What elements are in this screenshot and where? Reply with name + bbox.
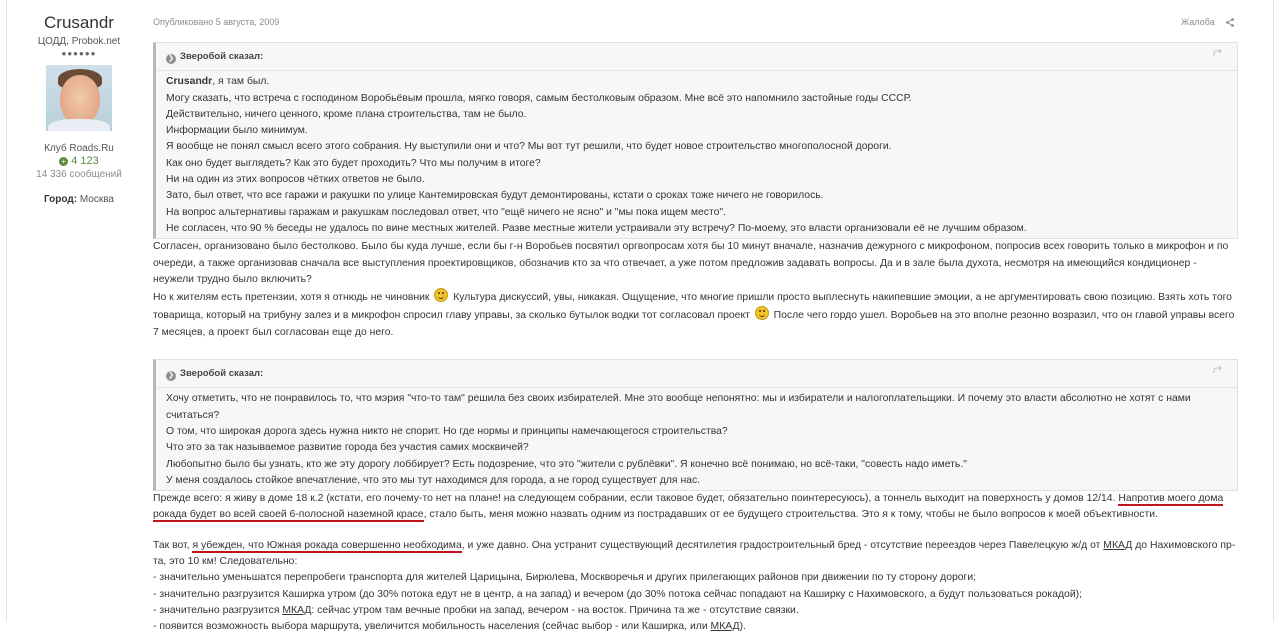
city-label: Город:	[44, 194, 78, 205]
quote-line: Как оно будет выглядеть? Как это будет проходить? Что мы получим в итоге?	[166, 157, 541, 169]
reply-text: - появится возможность выбора маршрута, увеличится мобильность населения (сейчас выбор - или Каширка, или	[153, 621, 708, 633]
smiley-icon	[434, 288, 448, 302]
quote-block	[153, 42, 1238, 239]
reply-text: После чего гордо ушел. Воробьев на это вполне резонно возразил, что он главой управы всего 7 месяцев, а проект был согласован еще до него.	[153, 310, 1235, 338]
avatar-face	[60, 75, 100, 125]
reply-text: Так вот,	[153, 539, 190, 551]
quote-icon: ❯	[166, 371, 176, 381]
abbr-mkad[interactable]: МКАД	[1103, 539, 1133, 551]
quote-icon: ❯	[166, 54, 176, 64]
quote-line: Зато, был ответ, что все гаражи и ракушки по улице Кантемировская будут демонтированы, кстати о сроках тоже ничего не говорилось.	[166, 190, 824, 202]
author-title: ЦОДД, Probok.net	[37, 36, 121, 47]
quote-text: , я там был.	[212, 76, 270, 88]
published-date[interactable]: Опубликовано 5 августа, 2009	[153, 17, 280, 27]
quote-body	[156, 71, 1237, 238]
rank-dots: ●●●●●●	[61, 49, 97, 58]
highlighted-text: я убежден, что Южная рокада совершенно необходима	[192, 539, 462, 551]
spacer	[153, 341, 1238, 359]
author-panel	[10, 8, 148, 205]
quote-line: Могу сказать, что встреча с господином Воробьёвым прошла, мягко говоря, самым бестолковым образом. Мне всё это напомнило застойные годы СССР.	[166, 92, 912, 104]
jump-to-quote-icon[interactable]	[1213, 49, 1223, 57]
reply-text: Но к жителям есть претензии, хотя я отнюдь не чиновник	[153, 292, 430, 304]
reply-text: , и уже давно. Она устранит существующий десятилетия градостроительный бред - отсутствие переездов через Павелецкую ж/д от	[461, 539, 1101, 551]
reply-paragraph	[153, 491, 1238, 524]
avatar-shirt	[48, 119, 110, 131]
quote-line: О том, что широкая дорога здесь нужна никто не спорит. Но где нормы и принципы намечающегося строительства?	[166, 425, 728, 437]
reply-text: , стало быть, меня можно назвать одним из пострадавших от ее будущего строительства. Это я к тому, чтобы не было вопросов к моей объективности.	[423, 509, 1158, 521]
quote-author[interactable]: Зверобой сказал:	[180, 51, 264, 62]
quote-author[interactable]: Зверобой сказал:	[180, 368, 264, 380]
avatar[interactable]	[46, 65, 112, 131]
bullet-line	[153, 603, 1238, 619]
reply-paragraph	[153, 288, 1238, 341]
bullet-line: - значительно разгрузится Каширка утром (до 30% потока едут не в центр, а на запад) и вечером (до 30% потока сейчас попадают на Каширку с Нахимовского, а будут пользоваться рокадой);	[153, 588, 1082, 600]
quote-body	[156, 388, 1237, 490]
quote-line: Любопытно было бы узнать, кто же эту дорогу лоббирует? Есть подозрение, что это "жители с рублёвки". Я конечно всё понимаю, но всё-таки, "совесть надо иметь."	[166, 458, 967, 470]
jump-to-quote-icon[interactable]	[1213, 366, 1223, 374]
author-name[interactable]: Crusandr	[44, 13, 114, 32]
reputation-badge	[10, 155, 148, 167]
bullet-line: - значительно уменьшатся перепробеги транспорта для жителей Царицына, Бирюлева, Москворечья и других прилегающих районов при движении по ту сторону дороги;	[153, 572, 977, 584]
page-border-left	[6, 0, 7, 622]
reputation-value: 4 123	[71, 155, 99, 167]
report-link[interactable]: Жалоба	[1181, 17, 1215, 27]
highlighted-text: Напротив моего дома рокада будет во всей своей 6-полосной наземной красе	[153, 493, 1224, 521]
city-value: Москва	[79, 194, 114, 205]
plus-icon: +	[59, 157, 68, 166]
quote-line	[166, 74, 1227, 90]
quote-line: Что это за так называемое развитие города без участия самих москвичей?	[166, 442, 529, 454]
quote-line: Информации было минимум.	[166, 125, 308, 137]
share-icon[interactable]	[1226, 18, 1234, 27]
smiley-icon	[755, 306, 769, 320]
quote-line: Действительно, ничего ценного, кроме плана строительства, там не было.	[166, 108, 527, 120]
reply-text: Прежде всего: я живу в доме 18 к.2 (кстати, его почему-то нет на плане! на следующем собрании, если таковое будет, обязательно поинтересуюсь), а тоннель выходит на поверхность у домов 12/14.	[153, 493, 1116, 505]
quote-header	[156, 360, 1237, 388]
quote-line: Не согласен, что 90 % беседы не удалось по вине местных жителей. Разве местные жители устраивали эту встречу? По-моему, это власти организовали её не лучшим образом.	[166, 222, 1027, 234]
author-city	[10, 194, 148, 205]
quote-line: У меня создалось стойкое впечатление, что это мы тут находимся для города, а не город существует для нас.	[166, 474, 701, 486]
abbr-mkad[interactable]: МКАД	[282, 604, 312, 616]
reply-paragraph: Согласен, организовано было бестолково. Было бы куда лучше, если бы г-н Воробьев посвятил оргвопросам хотя бы 10 минут вначале, назначив дежурного с микрофоном, попросив всех говорить только в микрофон и по очереди, а также организовав сначала все выступления проектировщиков, обозначив кто за что отвечает, а уже потом предложив задавать вопросы. Да и в зале была духота, несмотря на имеющийся кондиционер - неужели трудно было включить?	[153, 241, 1229, 285]
abbr-mkad[interactable]: МКАД	[710, 621, 740, 633]
author-club: Клуб Roads.Ru	[44, 143, 114, 154]
quote-line: Ни на один из этих вопросов чётких ответов не было.	[166, 174, 425, 186]
reply-paragraph	[153, 538, 1238, 571]
mention-name[interactable]: Crusandr	[166, 76, 213, 88]
quote-line: Хочу отметить, что не понравилось то, что мэрия "что-то там" решила без своих избирателей. Мне это вообще непонятно: мы и избиратели и налогоплательщики. И почему это власти абсолютно не хотят с нами считаться?	[166, 393, 1191, 421]
page-border-right	[1273, 0, 1274, 622]
quote-line: На вопрос альтернативы гаражам и ракушкам последовал ответ, что "ещё ничего не ясно" и "мы пока ищем место".	[166, 206, 726, 218]
post-count: 14 336 сообщений	[36, 169, 122, 180]
quote-block	[153, 359, 1238, 491]
reply-text: - значительно разгрузится	[153, 604, 280, 616]
reply-text: ).	[739, 621, 746, 633]
spacer	[153, 524, 1238, 538]
quote-header	[156, 43, 1237, 71]
post-content	[153, 42, 1238, 636]
quote-line: Я вообще не понял смысл всего этого собрания. Ну выступили они и что? Мы вот тут решили, что будет новое строительство многополосной дороги.	[166, 141, 892, 153]
reply-text: : сейчас утром там вечные пробки на запад, вечером - на восток. Причина та же - отсутствие связки.	[311, 604, 799, 616]
reply-text: до Нахимовского пр-та, это 10 км! Следовательно:	[153, 539, 1236, 568]
reply-text: Культура дискуссий, увы, никакая. Ощущение, что многие пришли просто выплеснуть накипевшие эмоции, а не аргументировать свою позицию. Взять хоть того товарища, который на трибуну залез и в микрофон спросил главу управы, за сколько бутылок водки тот согласовал проект	[153, 292, 1232, 322]
